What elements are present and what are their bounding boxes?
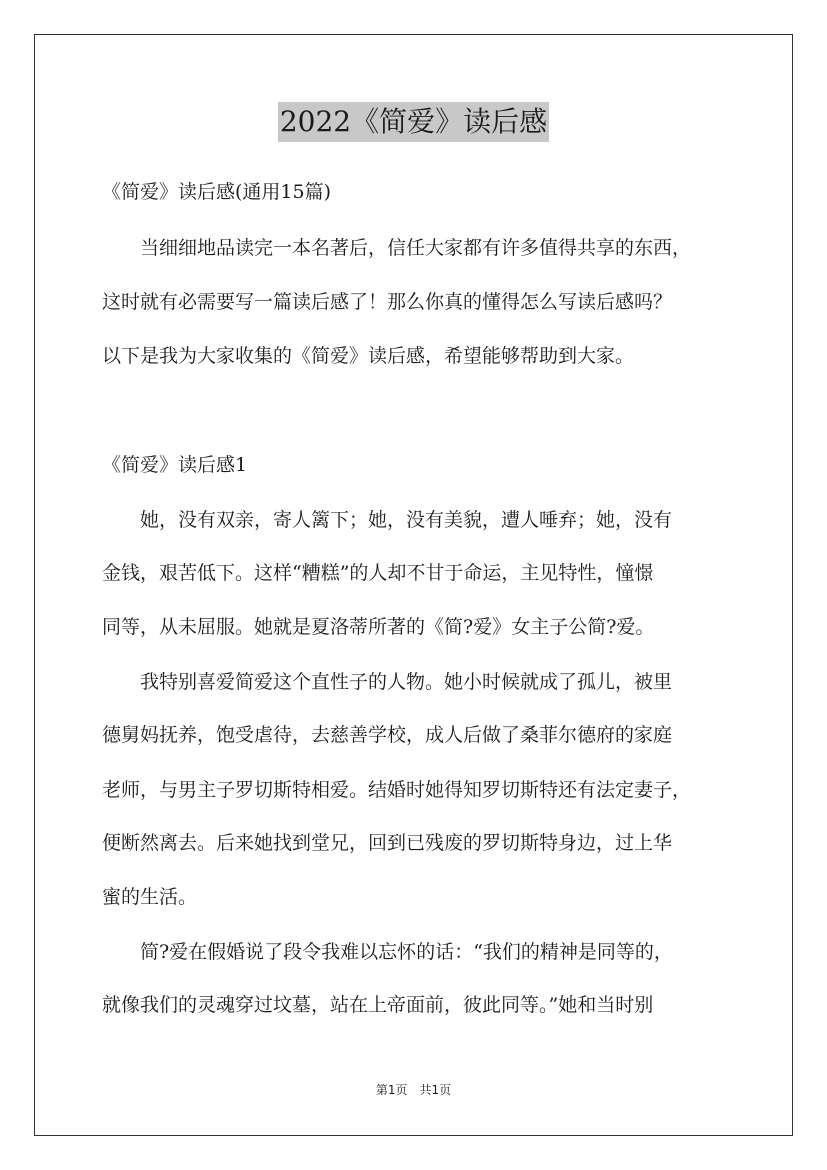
text-line: 我特别喜爱简爱这个直性子的人物。她小时候就成了孤儿，被里 <box>102 671 673 693</box>
subtitle-line: 《简爱》读后感(通用15篇) <box>102 181 332 203</box>
title-wrap <box>0 102 827 142</box>
text-line: 同等，从未屈服。她就是夏洛蒂所著的《简?爱》女主子公简?爱。 <box>102 616 655 638</box>
text-line: 金钱，艰苦低下。这样“糟糕”的人却不甘于命运，主见特性，憧憬 <box>102 562 654 584</box>
section-heading: 《简爱》读后感1 <box>102 454 248 476</box>
text-line: 以下是我为大家收集的《简爱》读后感，希望能够帮助到大家。 <box>102 345 635 367</box>
text-line: 德舅妈抚养，饱受虐待，去慈善学校，成人后做了桑菲尔德府的家庭 <box>102 724 673 746</box>
text-line: 老师，与男主子罗切斯特相爱。结婚时她得知罗切斯特还有法定妻子， <box>102 779 692 801</box>
text-line: 简?爱在假婚说了段令我难以忘怀的话：“我们的精神是同等的， <box>102 941 673 963</box>
page-footer: 第1页 共1页 <box>375 1083 452 1097</box>
text-line: 这时就有必需要写一篇读后感了！那么你真的懂得怎么写读后感吗？ <box>102 291 673 313</box>
document-title: 2022《简爱》读后感 <box>278 102 549 142</box>
text-line: 当细细地品读完一本名著后，信任大家都有许多值得共享的东西， <box>102 237 692 259</box>
text-line: 便断然离去。后来她找到堂兄，回到已残废的罗切斯特身边，过上华 <box>102 832 673 854</box>
text-line: 她，没有双亲，寄人篱下；她，没有美貌，遭人唾弃；她，没有 <box>102 509 673 531</box>
text-line: 蜜的生活。 <box>102 886 198 908</box>
text-line: 就像我们的灵魂穿过坟墓，站在上帝面前，彼此同等。”她和当时别 <box>102 994 654 1016</box>
